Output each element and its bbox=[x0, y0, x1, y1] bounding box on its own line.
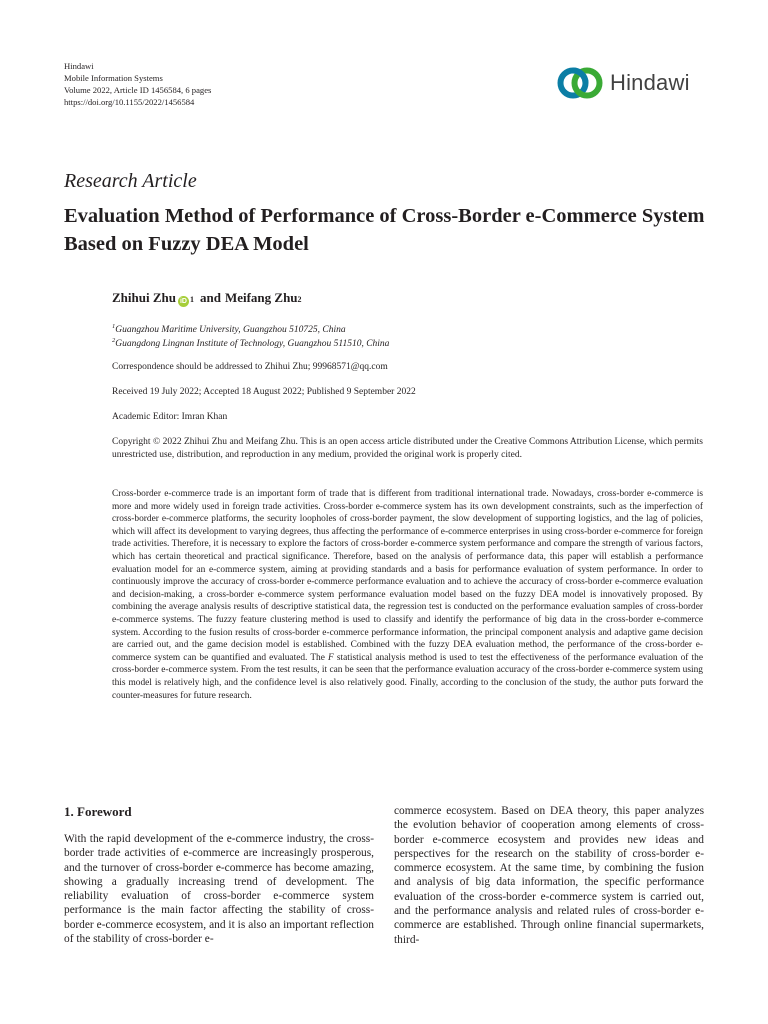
publication-dates: Received 19 July 2022; Accepted 18 August 2022; Published 9 September 2022 bbox=[112, 387, 416, 397]
hindawi-logo-text: Hindawi bbox=[610, 70, 690, 95]
publisher-name: Hindawi bbox=[64, 61, 94, 71]
academic-editor: Academic Editor: Imran Khan bbox=[112, 412, 228, 422]
article-type: Research Article bbox=[64, 170, 197, 192]
author-affiliation-marker: 1 bbox=[189, 295, 194, 304]
author-line bbox=[112, 290, 302, 306]
author-name[interactable]: Meifang Zhu bbox=[224, 290, 298, 305]
affiliation-text: Guangzhou Maritime University, Guangzhou 510725, China bbox=[115, 325, 346, 336]
abstract bbox=[112, 488, 703, 702]
copyright-notice: Copyright © 2022 Zhihui Zhu and Meifang Zhu. This is an open access article distributed under the Creative Commons Attribution License, which permits unrestricted use, distribution, and reproduction in any medium, provided the original work is properly cited. bbox=[112, 437, 703, 460]
abstract-text: Cross-border e-commerce trade is an important form of trade that is different from traditional international trade. Nowadays, cross-border e-commerce is more and more widely used in foreign trade activities. Cross-border e-commerce system has its own development constraints, such as the imperfection of cross-border e-commerce platforms, the security loopholes of cross-border payment, the slow development of supporting logistics, and the lag of policies, which will affect its development to varying degrees, thus affecting the performance of e-commerce enterprises in using cross-border e-commerce for foreign trade activities. Therefore, it is necessary to explore the factors of cross-border e-commerce system performance and compare the strength of various factors, which has certain theoretical and practical significance. Therefore, based on the analysis of performance data, this paper will establish a performance evaluation model for an e-commerce system, aiming at providing standards and a basis for performance evaluation of system performance. In order to continuously improve the accuracy of cross-border e-commerce performance evaluation and to achieve the accuracy of cross-border e-commerce evaluation and decision-making, a cross-border e-commerce system performance evaluation model based on the fuzzy DEA model is innovatively proposed. By combining the average analysis results of descriptive statistical data, the regression test is conducted on the performance evaluation samples of cross-border e-commerce systems. The fuzzy feature clustering method is used to classify and identify the performance of big data in the cross-border e-commerce system. According to the fusion results of cross-border e-commerce performance information, the principal component analysis and adaptive game decision are carried out, and the game decision model is established. Combined with the fuzzy DEA evaluation method, the performance of the cross-border e-commerce system can be quantified and evaluated. The bbox=[112, 489, 703, 663]
volume-info: Volume 2022, Article ID 1456584, 6 pages bbox=[64, 85, 212, 95]
abstract-italic-symbol: F bbox=[328, 652, 334, 663]
affiliation-marker: 1 bbox=[112, 323, 116, 330]
hindawi-logo bbox=[556, 60, 690, 106]
body-column-right: commerce ecosystem. Based on DEA theory, this paper analyzes the evolution behavior of cooperation among elements of cross-border e-commerce ecosystem and provides new ideas and perspectives for the research on the stability of cross-border e-commerce ecosystem. At the same time, by combining the fusion and analysis of big data information, the specific performance evaluation of the cross-border e-commerce system is carried out, and the performance analysis and related rules of cross-border e-commerce are established. Through online financial supermarkets, third- bbox=[394, 805, 704, 946]
hindawi-logo-icon bbox=[556, 65, 604, 101]
author-name[interactable]: Zhihui Zhu bbox=[112, 290, 176, 305]
doi-link[interactable]: https://doi.org/10.1155/2022/1456584 bbox=[64, 97, 195, 107]
article-title: Evaluation Method of Performance of Cross-Border e-Commerce System Based on Fuzzy DEA Model bbox=[64, 205, 705, 255]
author-joiner: and bbox=[199, 290, 221, 305]
orcid-icon[interactable]: iD bbox=[179, 298, 187, 305]
affiliation bbox=[112, 323, 346, 335]
affiliation-text: Guangdong Lingnan Institute of Technology, Guangzhou 511510, China bbox=[115, 339, 390, 350]
journal-meta bbox=[64, 60, 211, 108]
section-heading: 1. Foreword bbox=[64, 804, 132, 819]
affiliation-marker: 2 bbox=[112, 337, 116, 344]
correspondence: Correspondence should be addressed to Zhihui Zhu; 99968571@qq.com bbox=[112, 362, 388, 372]
journal-name: Mobile Information Systems bbox=[64, 73, 163, 83]
affiliation bbox=[112, 337, 389, 349]
body-column-left: With the rapid development of the e-commerce industry, the cross-border trade activities of e-commerce are increasingly prosperous, and the turnover of cross-border e-commerce has become amazing, showing a gradually increasing trend of development. The reliability evaluation of cross-border e-commerce system performance is the main factor affecting the stability of cross-border e-commerce ecosystem, and it is also an important reflection of the stability of cross-border e- bbox=[64, 833, 374, 946]
abstract-text: statistical analysis method is used to test the effectiveness of the performance evaluation of the cross-border e-commerce system. From the test results, it can be seen that the performance evaluation accuracy of the cross-border e-commerce system using this model is relatively high, and the confidence level is also relatively good. Finally, according to the conclusion of the study, the author puts forward the counter-measures for future research. bbox=[112, 652, 703, 701]
author-affiliation-marker: 2 bbox=[297, 295, 302, 304]
